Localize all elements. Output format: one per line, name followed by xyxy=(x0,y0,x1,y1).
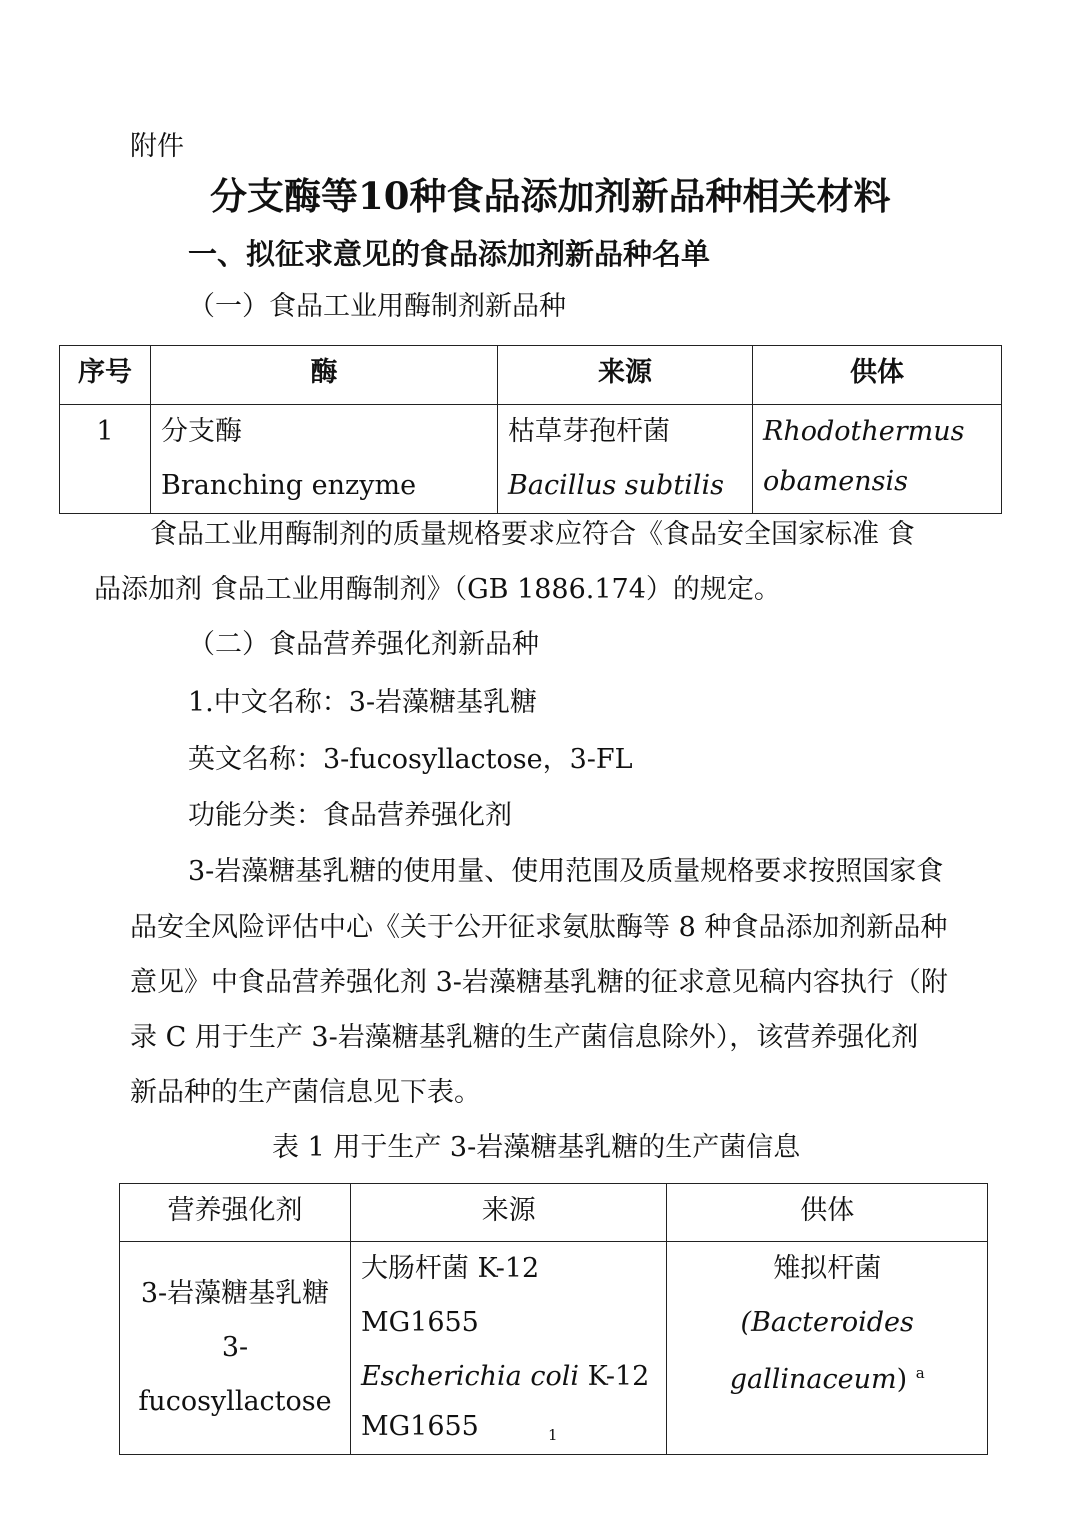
donor-latin: gallinaceum xyxy=(729,1364,897,1395)
donor-paren: ) xyxy=(896,1364,908,1395)
donor-line2: (Bacteroides xyxy=(740,1307,914,1338)
page-title: 分支酶等10种食品添加剂新品种相关材料 xyxy=(210,174,891,218)
paragraph-1-line-1: 食品工业用酶制剂的质量规格要求应符合《食品安全国家标准 食 xyxy=(150,519,915,550)
table2-cell-donor xyxy=(667,1242,988,1455)
item-english-name: 英文名称：3-fucosyllactose，3-FL xyxy=(188,744,633,775)
fortifier-cn: 3-岩藻糖基乳糖 xyxy=(140,1278,330,1309)
source-cn: 大肠杆菌 K-12 MG1655 xyxy=(360,1253,540,1338)
donor-line2: obamensis xyxy=(763,466,908,497)
enzyme-table xyxy=(59,345,1002,514)
enzyme-cn: 分支酶 xyxy=(161,416,242,447)
table1-header-enzyme: 酶 xyxy=(151,346,498,405)
source-cn: 枯草芽孢杆菌 xyxy=(508,416,670,447)
paragraph-1-line-2: 品添加剂 食品工业用酶制剂》（GB 1886.174）的规定。 xyxy=(94,574,781,605)
item-function: 功能分类：食品营养强化剂 xyxy=(188,800,512,831)
fortifier-en: 3-fucosyllactose xyxy=(138,1332,332,1417)
paragraph-2-line-1: 3-岩藻糖基乳糖的使用量、使用范围及质量规格要求按照国家食 xyxy=(188,856,944,887)
table2-cell-source xyxy=(350,1242,667,1455)
table1-header-donor: 供体 xyxy=(753,346,1002,405)
source-line3: MG1655 xyxy=(360,1411,479,1442)
source-latin-line xyxy=(361,1350,657,1404)
source-latin: Bacillus subtilis xyxy=(508,470,724,501)
enzyme-en: Branching enzyme xyxy=(161,470,417,501)
attachment-label: 附件 xyxy=(130,131,184,162)
table1-header-no: 序号 xyxy=(60,346,151,405)
table2-header-fortifier: 营养强化剂 xyxy=(120,1184,351,1242)
paragraph-2-line-3: 意见》中食品营养强化剂 3-岩藻糖基乳糖的征求意见稿内容执行（附 xyxy=(130,967,948,998)
paragraph-2-line-5: 新品种的生产菌信息见下表。 xyxy=(130,1077,481,1108)
page-number: 1 xyxy=(548,1426,558,1444)
item-chinese-name: 1.中文名称：3-岩藻糖基乳糖 xyxy=(188,687,538,718)
donor-line1: Rhodothermus xyxy=(763,416,965,447)
subsection-heading-2: （二）食品营养强化剂新品种 xyxy=(188,629,539,660)
production-strain-table xyxy=(119,1183,988,1455)
table2-cell-fortifier xyxy=(120,1242,351,1455)
donor-cn: 雉拟杆菌 xyxy=(773,1253,882,1284)
table1-header-source: 来源 xyxy=(498,346,753,405)
paragraph-2-line-2: 品安全风险评估中心《关于公开征求氨肽酶等 8 种食品添加剂新品种 xyxy=(130,912,948,943)
paragraph-2-line-4: 录 C 用于生产 3-岩藻糖基乳糖的生产菌信息除外），该营养强化剂 xyxy=(130,1022,919,1053)
table2-header-source: 来源 xyxy=(350,1184,667,1242)
source-latin: Escherichia coli xyxy=(360,1361,580,1392)
table-row xyxy=(120,1242,988,1455)
table1-cell-donor xyxy=(753,405,1002,514)
subsection-heading-1: （一）食品工业用酶制剂新品种 xyxy=(188,291,566,322)
section-heading-1: 一、拟征求意见的食品添加剂新品种名单 xyxy=(188,237,711,271)
table2-caption: 表 1 用于生产 3-岩藻糖基乳糖的生产菌信息 xyxy=(272,1132,801,1163)
table1-cell-source xyxy=(498,405,753,514)
donor-line3 xyxy=(677,1346,977,1407)
source-strain: K-12 xyxy=(587,1361,650,1392)
donor-footnote-mark: a xyxy=(915,1364,925,1382)
table1-cell-no: 1 xyxy=(60,405,151,514)
table2-header-donor: 供体 xyxy=(667,1184,988,1242)
table1-cell-enzyme xyxy=(151,405,498,514)
table-row xyxy=(60,405,1002,514)
